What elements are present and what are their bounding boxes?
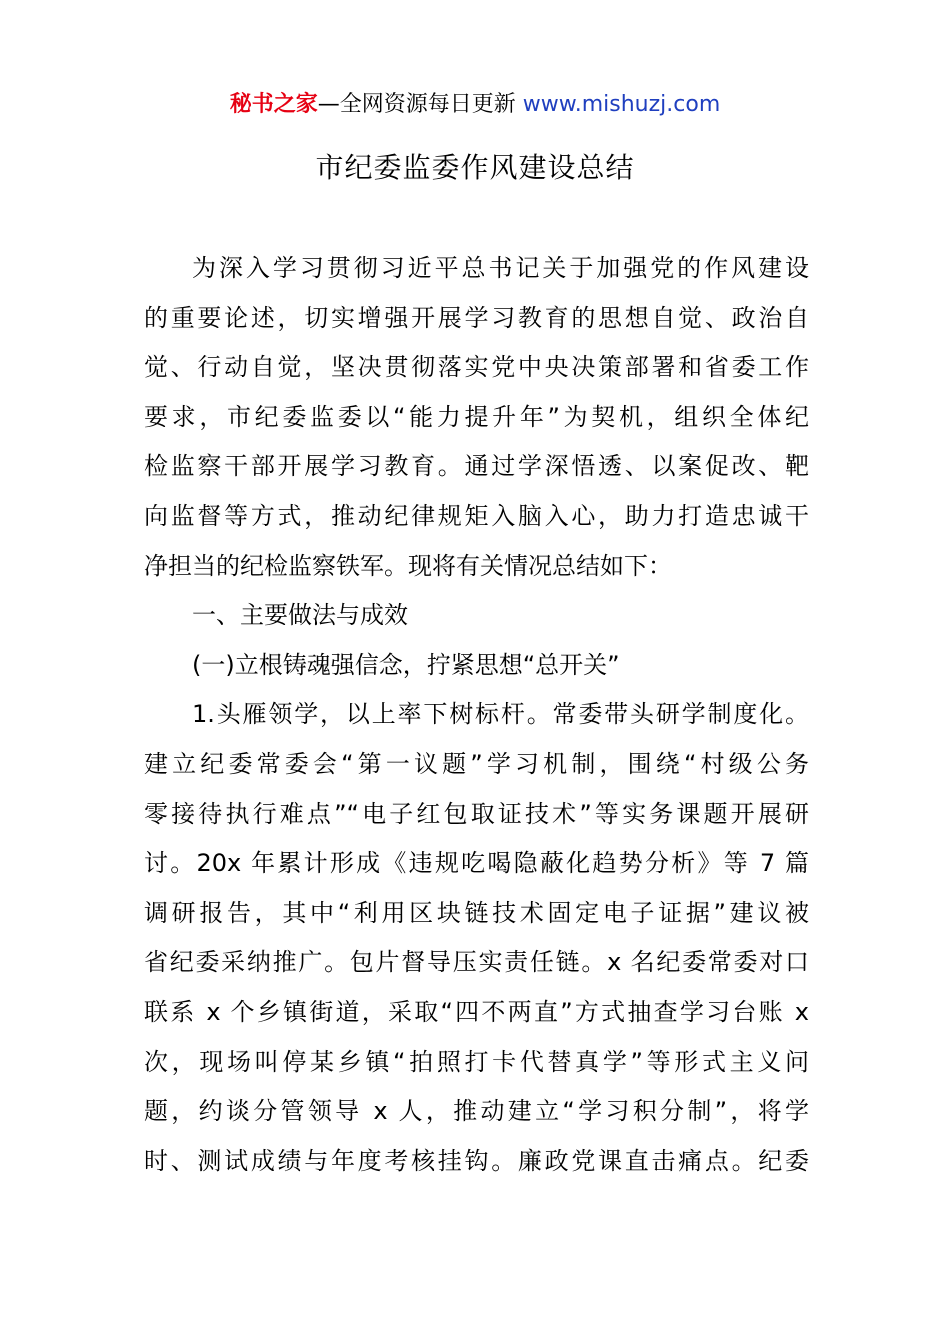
site-url-link[interactable]: www.mishuzj.com (522, 92, 721, 117)
text-line: 检监察干部开展学习教育。通过学深悟透、以案促改、靶 (144, 452, 809, 481)
text-line: 向监督等方式，推动纪律规矩入脑入心，助力打造忠诚干 (144, 501, 809, 530)
text-line: 时、测试成绩与年度考核挂钩。廉政党课直击痛点。纪委 (144, 1146, 809, 1175)
text-line: 次，现场叫停某乡镇“拍照打卡代替真学”等形式主义问 (144, 1047, 809, 1076)
subsection-heading: (一)立根铸魂强信念，拧紧思想“总开关” (192, 650, 620, 679)
site-banner (0, 88, 950, 122)
text-line: 1.头雁领学，以上率下树标杆。常委带头研学制度化。 (192, 700, 809, 729)
document-body (144, 244, 809, 1186)
text-line: 题，约谈分管领导 x 人，推动建立“学习积分制”，将学 (144, 1097, 809, 1126)
text-line: 要求，市纪委监委以“能力提升年”为契机，组织全体纪 (144, 402, 809, 431)
text-line: 觉、行动自觉，坚决贯彻落实党中央决策部署和省委工作 (144, 353, 809, 382)
text-line: 讨。20x 年累计形成《违规吃喝隐蔽化趋势分析》等 7 篇 (144, 849, 809, 878)
text-line: 联系 x 个乡镇街道，采取“四不两直”方式抽查学习台账 x (144, 997, 809, 1026)
text-line: 建立纪委常委会“第一议题”学习机制，围绕“村级公务 (144, 749, 809, 778)
text-line: 调研报告，其中“利用区块链技术固定电子证据”建议被 (144, 898, 809, 927)
text-line: 零接待执行难点”“电子红包取证技术”等实务课题开展研 (144, 799, 809, 828)
text-line: 为深入学习贯彻习近平总书记关于加强党的作风建设 (192, 254, 809, 282)
text-line: 净担当的纪检监察铁军。现将有关情况总结如下： (144, 551, 672, 580)
section-heading: 一、主要做法与成效 (192, 601, 408, 630)
brand-name: 秘书之家 (229, 92, 318, 117)
text-line: 的重要论述，切实增强开展学习教育的思想自觉、政治自 (144, 303, 809, 332)
intro-paragraph (144, 244, 809, 591)
banner-tagline: —全网资源每日更新 (317, 92, 516, 117)
text-line: 省纪委采纳推广。包片督导压实责任链。x 名纪委常委对口 (144, 948, 809, 977)
document-title: 市纪委监委作风建设总结 (315, 151, 635, 184)
item-1-paragraph (144, 690, 809, 1186)
